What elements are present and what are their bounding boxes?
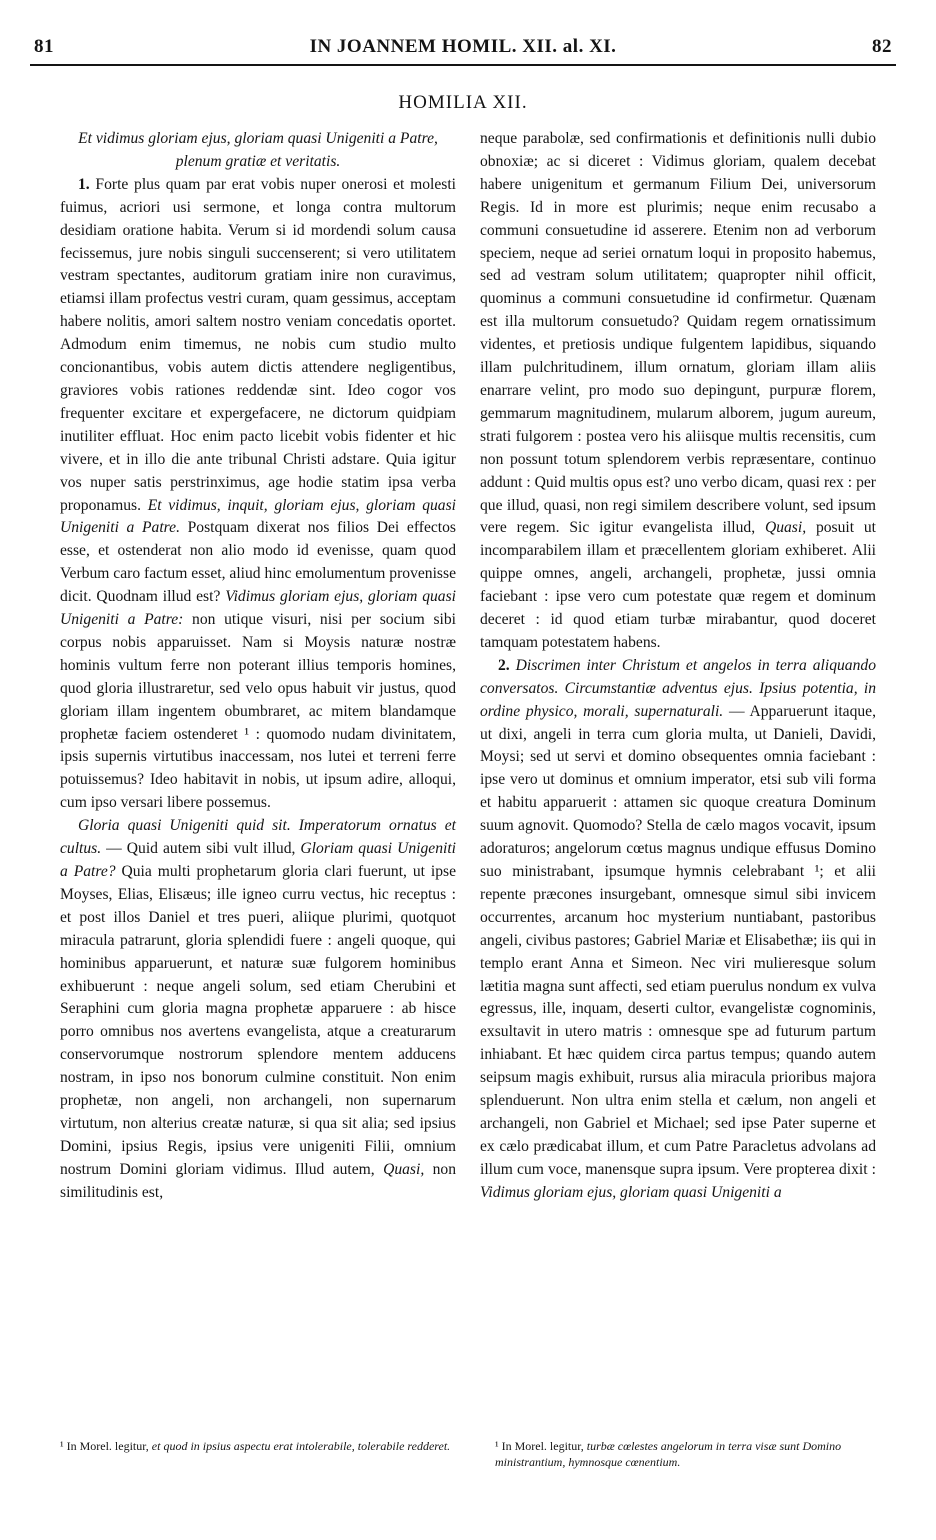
footnote-mark: ¹	[495, 1439, 499, 1453]
footnote-mark: ¹	[60, 1439, 64, 1453]
footnote-source: In Morel. legitur,	[501, 1439, 584, 1453]
paragraph-1	[60, 174, 456, 815]
running-header	[30, 30, 896, 66]
section-number: 2.	[498, 656, 510, 674]
scripture-quote: Et vidimus, inquit, gloriam ejus, gloriam quasi Unigeniti a Patre.	[60, 496, 456, 537]
section-heading: Gloria quasi Unigeniti quid sit. Imperatorum ornatus et cultus.	[60, 817, 456, 858]
paragraph-continued-text: neque parabolæ, sed confirmationis et definitionis nulli dubio obnoxiæ; ac si diceret : Vidimus gloriam, qualem decebat habere unigenitum et germanum Filium Dei, universorum Regis. Id in more est plurimis; neque enim recusabo a communi consuetudine id asserere. Etenim non ad verborum speciem, neque ad seriei ornatum loqui in proposito habemus, sed ad vestram solum utilitatem; quapropter nihil officit, quominus a communi consuetudine id confirmetur. Quænam est illa multorum consuetudo? Quidam regem ornatissimum videntes, et pretiosis undique fulgentem lapidibus, siquando illam pulchritudinem, illum ornatum, gloriam illam aliis enarrare velint, pro modo suo depingunt, purpuræ florem, gemmarum magnitudinem, mularum alborem, jugum aureum, strati fulgorem : postea vero his aliisque multis recensitis, cum non possunt totum splendorem verbis repræsentare, continuo addunt : Quid multis opus est? uno verbo dicam, quasi rex : per que illud, quasi, non regi similem describere volunt, sed ipsum vere regem. Sic igitur evangelista illud,	[480, 130, 876, 537]
footnote-left	[60, 1438, 456, 1454]
section-number: 1.	[78, 175, 90, 193]
right-column	[480, 128, 876, 1205]
paragraph-2-text-b: Quia multi prophetarum gloria clari fuerunt, ut ipse Moyses, Elias, Elisæus; ille igneo curru vectus, hic receptus : et post illos Daniel et tres pueri, aliique plurimi, quotquot miracula patrarunt, gloria splendidi fuere : angeli quoque, qui hominibus apparuerunt, et naturæ suæ fulgorem hominibus exhibuerunt : neque angeli solum, sed etiam Cherubini et Seraphini cum gloria magna prophetæ apparuere : ab hisce porro omnibus nos avertens evangelista, atque a creaturarum conservorumque nostrorum splendore mentem adducens nostram, in ipso nos bonorum culmine constituit. Non enim prophetæ, non angeli, non archangeli, non supernarum virtutum, non alterius creatæ naturæ, si qua sit alia; sed ipsius Domini, ipsius Regis, ipsius vere unigeniti Filii, omnium nostrum Domini gloriam vidimus. Illud autem,	[60, 863, 457, 1178]
section-heading: Discrimen inter Christum et angelos in terra aliquando conversatos. Circumstantiæ adventus ejus. Ipsius potentia, in ordine physico, morali, supernaturali.	[480, 656, 876, 720]
paragraph-3-text: Apparuerunt itaque, ut dixi, angeli in terra cum gloria multa, ut Danieli, Davidi, Moysi; sed ut servi et domino obsequentes omnia faciebant : ipse vero ut dominus et omnium imperator, etsi sub vili forma et habitu apparuerit : attamen sic quoque creatura Dominum suum agnovit. Quomodo? Stella de cælo magos vocavit, ipsum adoraturos; angelorum cœtus magnus undique effusus Domino suo ministrabant, ipsumque hymnis celebrabant ¹; et alii repente præcones insurgebant, omnesque simul sibi invicem occurrentes, arcanum hoc mysterium nuntiabant, pastoribus angeli, civibus pastores; Gabriel Mariæ et Elisabethæ; iis qui in templo erant Anna et Simeon. Nec viri mulieresque solum lætitia magna sunt affecti, sed etiam puerulus nondum ex vulva egressus, ille, inquam, deserti cultor, evangelistæ cognominis, exsultavit in utero matris : omnesque spe ad futurum partum inhiabant. Et hæc quidem circa partus tempus; quando autem seipsum magis exhibuit, rursus alia miracula prioribus majora splenduerunt. Non ultra enim stella et cælum, non angeli et archangeli, non Gabriel et Michael; sed ipse Pater superne et ex cælo prædicabat illum, et cum Patre Paracletus advolans ad illum cum voce, manensque supra ipsum. Vere propterea dixit :	[480, 702, 876, 1178]
footnote-right	[495, 1438, 905, 1470]
page-number-left: 81	[34, 36, 54, 57]
paragraph-continued	[480, 128, 876, 655]
paragraph-continued-text-b: posuit ut incomparabilem illam et præcellentem gloriam exhiberet. Alii quippe omnes, angeli, archangeli, prophetæ, jussi omnia faciebant : ipse vero cum potestate quæ regem et dominum deceret : id quod etiam turbæ mirabantur, quod doceret tamquam potestatem habens.	[480, 519, 877, 651]
paragraph-2-text: Quid autem sibi vult illud,	[126, 840, 296, 858]
footnote-source: In Morel. legitur,	[66, 1439, 149, 1453]
dash: —	[106, 840, 122, 858]
paragraph-1-text: Forte plus quam par erat vobis nuper onerosi et molesti fuimus, acriori usi sermone, et longa contra multorum desidiam oratione habita. Verum si id mordendi solum causa fecissemus, jure nobis singuli succenserent; si vero utilitatem vestram spectantes, auditorum gratiam inire non curavimus, etiamsi illam profectus vestri curam, quam gessimus, acceptam habere nolitis, amori saltem nostro veniam concedatis oportet. Admodum enim timemus, ne nobis cum studio multo concionantibus, vobis autem dictis attendere negligentibus, graviores vobis rationes reddendæ sint. Ideo cogor vos frequenter excitare et expergefacere, ne dictorum quidpiam inutiliter effluat. Hoc enim pacto licebit vobis fidenter et hic vivere, et in illo die ante tribunal Christi adstare. Quia igitur vos nuper satis perstrinximus, age hodie statim ipsa verba proponamus.	[60, 175, 456, 514]
scripture-quote: Vidimus gloriam ejus, gloriam quasi Unigeniti a Patre:	[60, 588, 456, 629]
paragraph-3	[480, 655, 876, 1205]
page-number-right: 82	[872, 36, 892, 57]
lemma: Et vidimus gloriam ejus, gloriam quasi Unigeniti a Patre, plenum gratiæ et veritatis.	[78, 130, 438, 170]
footnote-text: turbæ cœlestes angelorum in terra visæ sunt Domino ministrantium, hymnosque cœnentium.	[495, 1439, 842, 1469]
emphasis-quasi: Quasi,	[383, 1160, 425, 1178]
paragraph-2	[60, 815, 456, 1204]
paragraph-2-text-c: non similitudinis est,	[60, 1160, 456, 1201]
left-column	[60, 128, 456, 1205]
paragraph-1-text-b: Postquam dixerat nos filios Dei effectos esse, et ostenderat non alio modo id evenisse, quam quod Verbum caro factum esset, aliud hinc emolumentum provenisse dicit. Quodnam illud est?	[60, 519, 456, 606]
footnote-text: et quod in ipsius aspectu erat intolerabile, tolerabile redderet.	[151, 1439, 451, 1453]
scripture-quote: Gloriam quasi Unigeniti a Patre?	[60, 840, 456, 880]
dash: —	[728, 702, 745, 720]
emphasis-quasi: Quasi,	[764, 519, 807, 537]
homily-title: HOMILIA XII.	[398, 92, 528, 113]
scripture-quote: Vidimus gloriam ejus, gloriam quasi Unigeniti a	[480, 1183, 782, 1201]
running-title: IN JOANNEM HOMIL. XII. al. XI.	[309, 36, 617, 57]
paragraph-1-text-c: non utique visuri, nisi per socium sibi corpus nobis apparuisset. Nam si Moysis naturæ nostræ hominis vultum ferre non poterant illius temporis homines, quod gloria illustraretur, sed velo opus habuit vir justus, quod gloriam illam ingentem obumbraret, ac mitem blandamque prophetæ faciem ostenderet ¹ : quomodo nudam divinitatem, ipsis supernis virtutibus inaccessam, nos lutei et terreni ferre potuissemus? Ideo habitavit in nobis, ut ipsum adire, alloqui, cum ipso versari libere possemus.	[60, 611, 456, 812]
